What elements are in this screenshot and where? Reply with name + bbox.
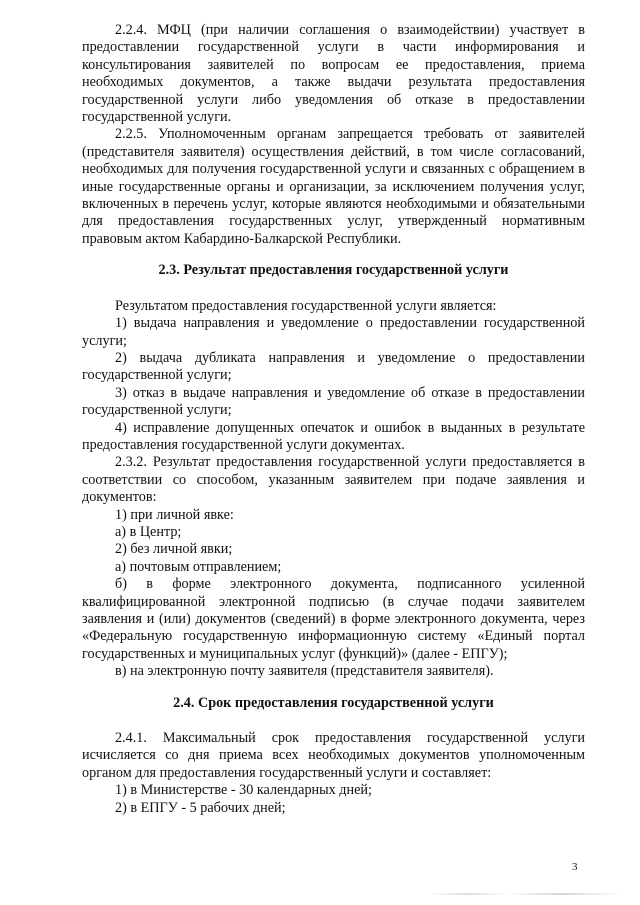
method-remote: 2) без личной явки; — [115, 541, 233, 558]
result-intro: Результатом предоставления государственной услуги является: — [115, 297, 497, 314]
term-ministry: 1) в Министерстве - 30 календарных дней; — [115, 782, 372, 799]
result-item-3: 3) отказ в выдаче направления и уведомление об отказе в предоставлении государственной услуги; — [82, 384, 585, 419]
section-heading-2-4: 2.4. Срок предоставления государственной услуги — [173, 694, 494, 711]
result-item-2: 2) выдача дубликата направления и уведомление о предоставлении государственной услуги; — [82, 349, 585, 384]
method-center: а) в Центр; — [115, 523, 182, 540]
paragraph-2-3-2: 2.3.2. Результат предоставления государственной услуги предоставляется в соответствии со способом, указанным заявителем при подаче заявления и документов: — [82, 454, 585, 506]
paragraph-2-2-5: 2.2.5. Уполномоченным органам запрещается требовать от заявителей (представителя заявителя) осуществления действий, в том числе согласований, необходимых для получения государственной услуги и связанных с обращением в иные государственные органы и организации, за исключением получения услуг, включенных в перечень услуг, которые являются необходимыми и обязательными для предоставления государственных услуг, утвержденный нормативным правовым актом Кабардино-Балкарской Республики. — [82, 126, 585, 247]
method-email: в) на электронную почту заявителя (представителя заявителя). — [115, 663, 494, 680]
section-heading-2-3: 2.3. Результат предоставления государственной услуги — [158, 262, 509, 279]
result-item-4: 4) исправление допущенных опечаток и ошибок в выданных в результате предоставления государственной услуги документах. — [82, 419, 585, 453]
paragraph-2-2-4: 2.2.4. МФЦ (при наличии соглашения о взаимодействии) участвует в предоставлении государственной услуги в части информирования и консультирования заявителей по вопросам ее предоставления, приема необходимых документов, а также выдачи результата предоставления государственной услуги либо уведомления об отказе в предоставлении государственной услуги. — [82, 22, 585, 126]
document-body — [82, 22, 585, 817]
method-post: а) почтовым отправлением; — [115, 558, 282, 575]
result-item-1: 1) выдача направления и уведомление о предоставлении государственной услуги; — [82, 315, 585, 349]
page-number: 3 — [572, 861, 578, 873]
method-electronic-document: б) в форме электронного документа, подписанного усиленной квалифицированной электронной подписью (в случае подачи заявителем заявления и (или) документов (сведений) в форме электронного документа, через «Федеральную государственную информационную систему «Единый портал государственных и муниципальных услуг (функций)» (далее - ЕПГУ); — [82, 576, 585, 662]
method-personal: 1) при личной явке: — [115, 506, 234, 523]
term-epgu: 2) в ЕПГУ - 5 рабочих дней; — [115, 799, 286, 816]
scan-edge-mark — [430, 893, 620, 895]
paragraph-2-4-1: 2.4.1. Максимальный срок предоставления государственной услуги исчисляется со дня приема всех необходимых документов уполномоченным органом для предоставления государственный услуги и составляет: — [82, 730, 585, 781]
